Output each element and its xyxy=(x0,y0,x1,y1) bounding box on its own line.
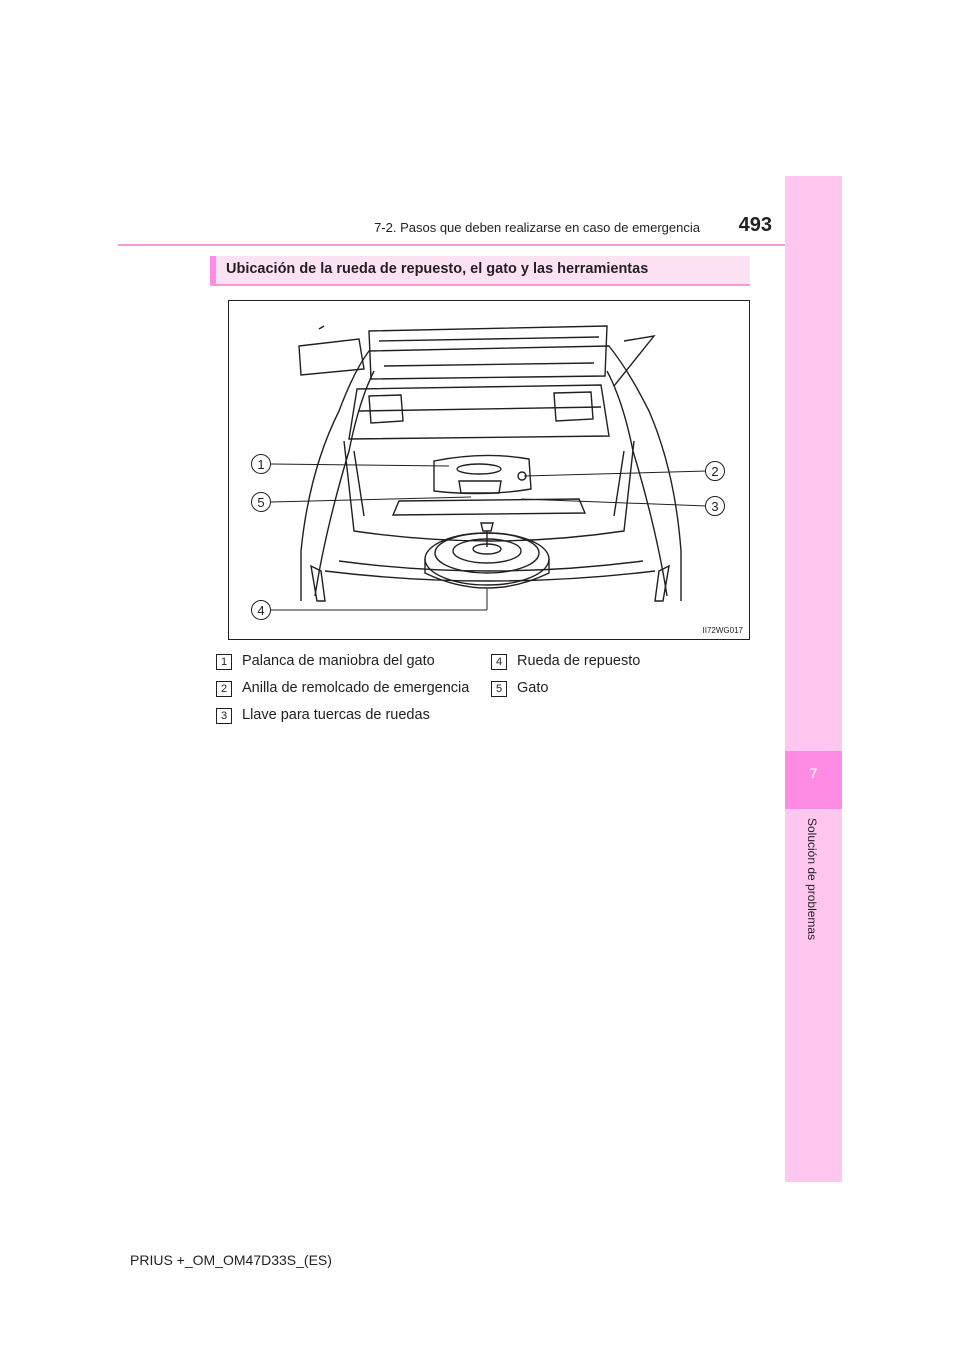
figure-code: II72WG017 xyxy=(702,626,743,635)
chapter-label: Solución de problemas xyxy=(805,818,819,941)
callout-1: 1 xyxy=(251,454,271,474)
legend-text: Palanca de maniobra del gato xyxy=(242,653,435,669)
trunk-illustration xyxy=(228,300,750,640)
callout-3: 3 xyxy=(705,496,725,516)
legend-text: Rueda de repuesto xyxy=(517,653,641,669)
chapter-side-tab xyxy=(785,176,842,1182)
legend-text: Llave para tuercas de ruedas xyxy=(242,707,430,723)
legend-text: Anilla de remolcado de emergencia xyxy=(242,680,470,696)
legend-number: 3 xyxy=(216,708,232,724)
page-number: 493 xyxy=(738,214,772,236)
section-heading-bar xyxy=(210,256,750,286)
legend-text: Gato xyxy=(517,680,549,696)
callout-5: 5 xyxy=(251,492,271,512)
running-header: 7-2. Pasos que deben realizarse en caso de emergencia xyxy=(374,220,700,235)
section-title: Ubicación de la rueda de repuesto, el gato y las herramientas xyxy=(226,261,649,277)
document-code-footer: PRIUS +_OM_OM47D33S_(ES) xyxy=(130,1252,332,1268)
callout-4: 4 xyxy=(251,600,271,620)
legend-number: 4 xyxy=(491,654,507,670)
legend-number: 2 xyxy=(216,681,232,697)
chapter-number: 7 xyxy=(809,765,818,781)
section-heading-accent xyxy=(210,256,216,284)
legend-number: 5 xyxy=(491,681,507,697)
header-rule xyxy=(118,244,785,246)
callout-2: 2 xyxy=(705,461,725,481)
trunk-drawing xyxy=(229,301,749,639)
legend-number: 1 xyxy=(216,654,232,670)
